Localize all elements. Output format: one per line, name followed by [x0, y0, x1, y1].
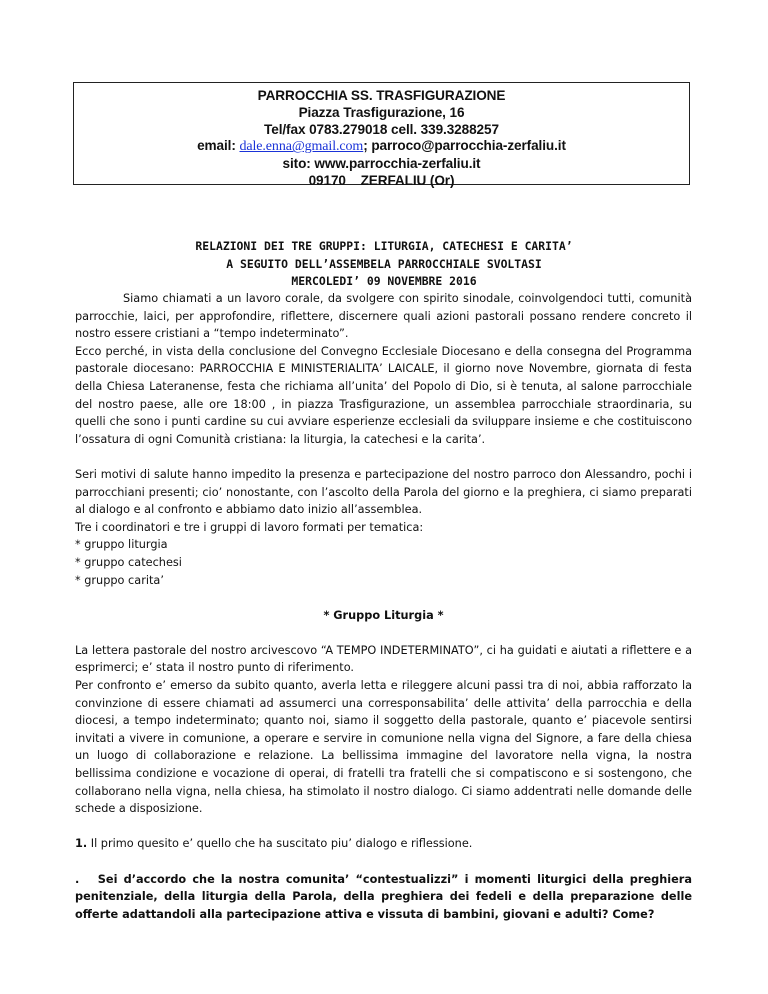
email-label: email:: [197, 138, 236, 154]
paragraph-context: Ecco perché, in vista della conclusione del Convegno Ecclesiale Diocesano e della consegna del Programma pastorale diocesano: PARROCCHIA E MINISTERIALITA’ LAICALE, il giorno nove Novembre, giornata di festa della Chiesa Lateranense, festa che richiama all’unita’ del Popolo di Dio, si è tenuta, al salone parrocchiale del nostro paese, alle ore 18:00 , in piazza Trasfigurazione, un assemblea parrocchiale straordinaria, su quelli che sono i punti cardine su cui avviare esperienze ecclesiali da sviluppare insieme e che costituiscono l’ossatura di ogni Comunità cristiana: la liturgia, la catechesi e la carita’.: [75, 344, 692, 446]
paragraph-intro: Siamo chiamati a un lavoro corale, da svolgere con spirito sinodale, coinvolgendoci tutti, comunità parrocchie, laici, per approfondire, riflettere, discernere quali azioni pastorali possano rendere concreto il nostro essere cristiani a “tempo indeterminato”.: [75, 292, 692, 341]
parish-email-line: [74, 138, 689, 156]
email-rest: ; parroco@parrocchia-zerfaliu.it: [363, 138, 566, 154]
title-line-1: RELAZIONI DEI TRE GRUPPI: LITURGIA, CATECHESI E CARITA’: [195, 239, 573, 253]
question-1-intro: [75, 835, 692, 853]
document-title: [0, 238, 768, 291]
parish-website: sito: www.parrocchia-zerfaliu.it: [282, 156, 481, 172]
parish-name: PARROCCHIA SS. TRASFIGURAZIONE: [257, 88, 506, 103]
list-item: * gruppo liturgia: [75, 538, 168, 552]
paragraph-pastoral-letter: La lettera pastorale del nostro arcivescovo “A TEMPO INDETERMINATO”, ci ha guidati e aiutati a riflettere e a esprimerci; e’ stata il nostro punto di riferimento.: [75, 643, 692, 675]
section-heading-liturgia: * Gruppo Liturgia *: [323, 608, 444, 622]
title-line-3: MERCOLEDI’ 09 NOVEMBRE 2016: [291, 274, 477, 289]
parish-postcode-city: 09170 ZERFALIU (Or): [308, 172, 455, 188]
paragraph-assembly: Seri motivi di salute hanno impedito la presenza e partecipazione del nostro parroco don Alessandro, pochi i parrocchiani presenti; cio’ nonostante, con l’ascolto della Parola del giorno e la preghiera, ci siamo preparati al dialogo e al confronto e abbiamo dato inizio all’assemblea.: [75, 467, 692, 517]
question-number: 1.: [75, 837, 88, 851]
list-item: * gruppo catechesi: [75, 555, 182, 569]
document-body: [75, 290, 692, 923]
question-intro-text: Il primo quesito e’ quello che ha suscitato piu’ dialogo e riflessione.: [90, 837, 473, 851]
title-line-2: A SEGUITO DELL’ASSEMBELA PARROCCHIALE SVOLTASI: [226, 256, 542, 271]
paragraph-groups-intro: Tre i coordinatori e tre i gruppi di lavoro formati per tematica:: [75, 520, 424, 534]
question-text: Sei d’accordo che la nostra comunita’ “contestualizzi” i momenti liturgici della preghiera penitenziale, della liturgia della Parola, della preghiera dei fedeli e della preparazione delle offerte adattandoli alla partecipazione attiva e vissuta di bambini, giovani e adulti? Come?: [75, 872, 692, 921]
list-item: * gruppo carita’: [75, 573, 164, 587]
parish-phone: Tel/fax 0783.279018 cell. 339.3288257: [264, 121, 499, 137]
email-link[interactable]: dale.enna@gmail.com: [239, 139, 364, 155]
parish-header-box: [73, 82, 690, 188]
paragraph-discussion: Per confronto e’ emerso da subito quanto, averla letta e rileggere alcuni passi tra di noi, abbia rafforzato la convinzione di essere chiamati ad assumerci una corresponsabilita’ delle attivita’ della parrocchia e della diocesi, a tempo indeterminato; quanto noi, siamo il soggetto della pastorale, quanto e’ piacevole sentirsi invitati a vivere in comunione, a operare e servire in comunione nella vigna del Signore, a fare della chiesa un luogo di collaborazione e relazione. La bellissima immagine del lavoratore nella vigna, la nostra bellissima condizione e vocazione di operai, di fratelli tra fratelli che si compatiscono e si sostengono, che collaborano nella vigna, nella chiesa, ha stimolato il nostro dialogo. Ci siamo addentrati nelle domande delle schede a disposizione.: [75, 679, 692, 816]
parish-address: Piazza Trasfigurazione, 16: [298, 104, 465, 120]
question-dot: .: [75, 872, 80, 886]
question-1-text: [75, 871, 692, 924]
